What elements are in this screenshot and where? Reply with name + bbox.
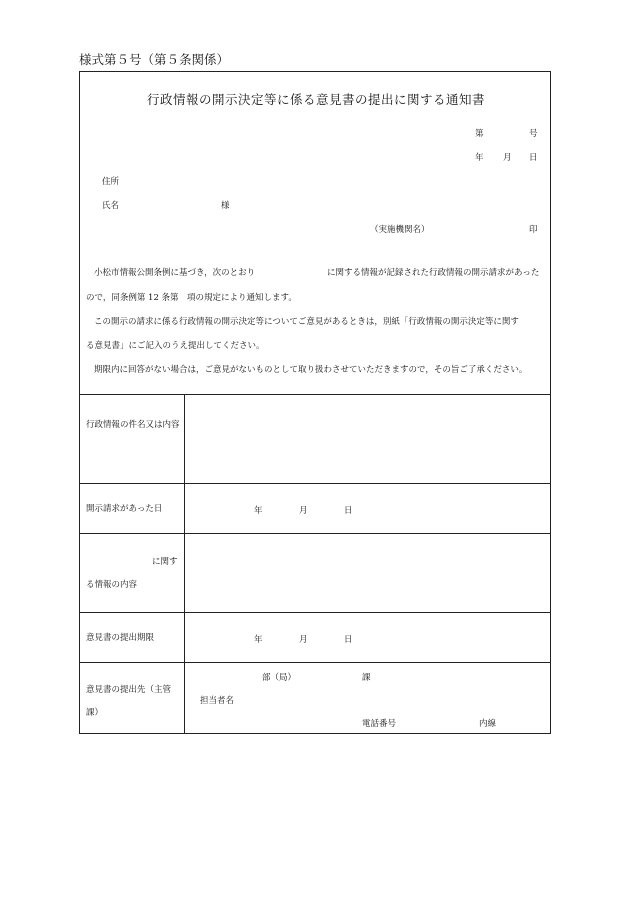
- date-year: 年: [475, 153, 484, 163]
- submit-bu-kyoku: 部（局）: [262, 673, 297, 683]
- agency-name-label: （実施機関名）: [370, 225, 430, 235]
- row-info-content-label-b: る情報の内容: [86, 580, 138, 590]
- submit-naisen: 内線: [479, 719, 497, 729]
- notice-form-frame: [79, 71, 551, 734]
- body-p1-a: 小松市情報公開条例に基づき，次のとおり: [94, 268, 256, 278]
- document-title: 行政情報の開示決定等に係る意見書の提出に関する通知書: [146, 92, 485, 107]
- honorific-sama: 様: [221, 201, 230, 211]
- name-label: 氏名: [102, 201, 120, 211]
- body-paragraph-1-line-2: ので，同条例第 12 条第 項の規定により通知します。: [86, 293, 297, 303]
- submit-tel: 電話番号: [362, 719, 397, 729]
- request-date-year: 年: [254, 506, 263, 516]
- body-p1-b: に関する情報が記録された行政情報の開示請求があった: [327, 268, 540, 278]
- row-submit-to-label: 意見書の提出先（主管課）: [86, 685, 172, 718]
- date-day: 日: [529, 153, 538, 163]
- row-divider-4: [80, 662, 550, 663]
- number-dai: 第: [475, 129, 484, 139]
- address-label: 住所: [102, 177, 120, 187]
- row-request-date-label: 開示請求があった日: [86, 504, 163, 514]
- seal-mark: 印: [529, 225, 538, 235]
- row-divider-2: [80, 533, 550, 534]
- request-date-month: 月: [299, 506, 308, 516]
- row-subject-label: 行政情報の件名又は内容: [86, 420, 180, 430]
- row-divider-1: [80, 483, 550, 484]
- number-go: 号: [529, 129, 538, 139]
- row-deadline-label: 意見書の提出期限: [86, 633, 155, 643]
- table-column-divider: [184, 394, 185, 734]
- body-paragraph-3-line-1: 期限内に回答がない場合は，ご意見がないものとして取り扱わさせていただきますので，その旨ご了承ください。: [94, 365, 528, 375]
- submit-tanto: 担当者名: [200, 696, 235, 706]
- table-top-border: [80, 394, 550, 395]
- form-number-label: 様式第５号（第５条関係）: [79, 52, 230, 67]
- deadline-day: 日: [344, 635, 353, 645]
- deadline-year: 年: [254, 635, 263, 645]
- body-paragraph-2-line-1: この開示の請求に係る行政情報の開示決定等についてご意見があるときは，別紙「行政情報の開示決定等に関す: [94, 317, 519, 327]
- row-divider-3: [80, 612, 550, 613]
- request-date-day: 日: [344, 506, 353, 516]
- deadline-month: 月: [299, 635, 308, 645]
- body-paragraph-2-line-2: る意見書」にご記入のうえ提出してください。: [86, 341, 265, 351]
- submit-ka: 課: [362, 673, 371, 683]
- row-info-content-label-a: に関す: [152, 557, 178, 567]
- date-month: 月: [503, 153, 512, 163]
